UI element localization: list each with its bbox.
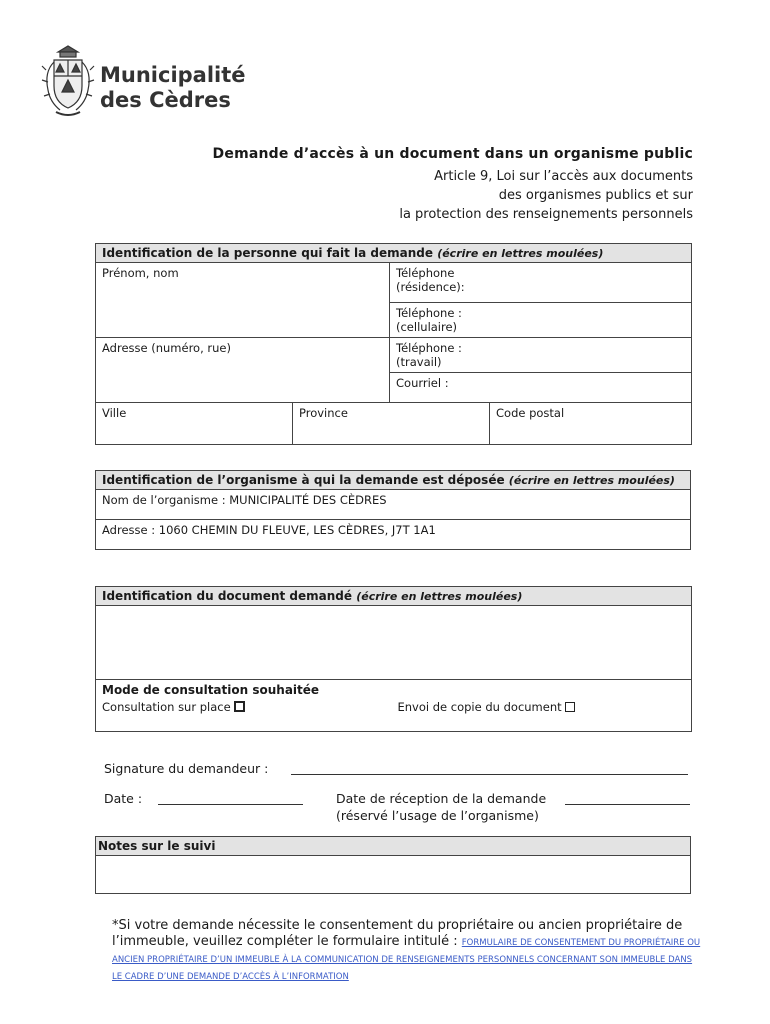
organization-name-field: Nom de l’organisme : MUNICIPALITÉ DES CÈDRES [96, 490, 691, 520]
send-copy-checkbox[interactable] [565, 702, 575, 712]
reception-note: (réservé l’usage de l’organisme) [336, 808, 539, 823]
option-consultation-label: Consultation sur place [102, 700, 231, 714]
form-title: Demande d’accès à un document dans un organisme public [212, 146, 693, 162]
footer-text: *Si votre demande nécessite le consentement du propriétaire ou ancien propriétaire de l’immeuble, veuillez compléter le formulaire intitulé : [112, 918, 683, 949]
section-header: Identification du document demandé (écrire en lettres moulées) [96, 587, 692, 606]
email-field[interactable]: Courriel : [390, 373, 692, 403]
copy-option-cell [392, 680, 692, 732]
section-header: Identification de la personne qui fait la demande (écrire en lettres moulées) [96, 244, 692, 263]
consultation-on-site-checkbox[interactable] [234, 701, 245, 712]
form-subtitle: Article 9, Loi sur l’accès aux documents des organismes publics et sur la protection des renseignements personnels [399, 169, 693, 222]
phone-residence-field[interactable]: Téléphone (résidence): [390, 263, 692, 303]
reception-date-line[interactable] [565, 804, 690, 805]
province-field[interactable]: Province [293, 403, 490, 445]
requester-identification-table [95, 243, 692, 445]
document-description-field[interactable] [96, 606, 692, 680]
footer-note [112, 918, 702, 985]
date-line[interactable] [158, 804, 303, 805]
date-label: Date : [104, 791, 143, 806]
option-copy-label: Envoi de copie du document [397, 700, 562, 714]
reception-date-label: Date de réception de la demande [336, 791, 547, 806]
notes-header: Notes sur le suivi [96, 837, 691, 856]
section-header: Identification de l’organisme à qui la demande est déposée (écrire en lettres moulées) [96, 471, 691, 490]
name-field[interactable]: Prénom, nom [96, 263, 390, 338]
consultation-mode-cell [96, 680, 392, 732]
document-identification-table [95, 586, 692, 732]
organization-logo-text: Municipalité des Cèdres [100, 63, 246, 112]
city-field[interactable]: Ville [96, 403, 293, 445]
organization-identification-table [95, 470, 691, 550]
signature-line[interactable] [291, 774, 688, 775]
postal-code-field[interactable]: Code postal [490, 403, 692, 445]
follow-up-notes-table [95, 836, 691, 894]
address-field[interactable]: Adresse (numéro, rue) [96, 338, 390, 403]
consent-form-link[interactable]: FORMULAIRE DE CONSENTEMENT DU PROPRIÉTAIRE OU ANCIEN PROPRIÉTAIRE D’UN IMMEUBLE À LA COMMUNICATION DE RENSEIGNEMENTS PERSONNELS CONCERNANT SON IMMEUBLE DANS LE CADRE D’UNE DEMANDE D’ACCÈS À L’INFORMATION [112, 938, 701, 982]
notes-field[interactable] [96, 856, 691, 894]
phone-mobile-field[interactable]: Téléphone : (cellulaire) [390, 303, 692, 338]
organization-address-field: Adresse : 1060 CHEMIN DU FLEUVE, LES CÈDRES, J7T 1A1 [96, 520, 691, 550]
municipal-coat-of-arms-icon [40, 42, 96, 120]
consultation-mode-title: Mode de consultation souhaitée [102, 683, 320, 697]
signature-label: Signature du demandeur : [104, 761, 269, 776]
phone-work-field[interactable]: Téléphone : (travail) [390, 338, 692, 373]
